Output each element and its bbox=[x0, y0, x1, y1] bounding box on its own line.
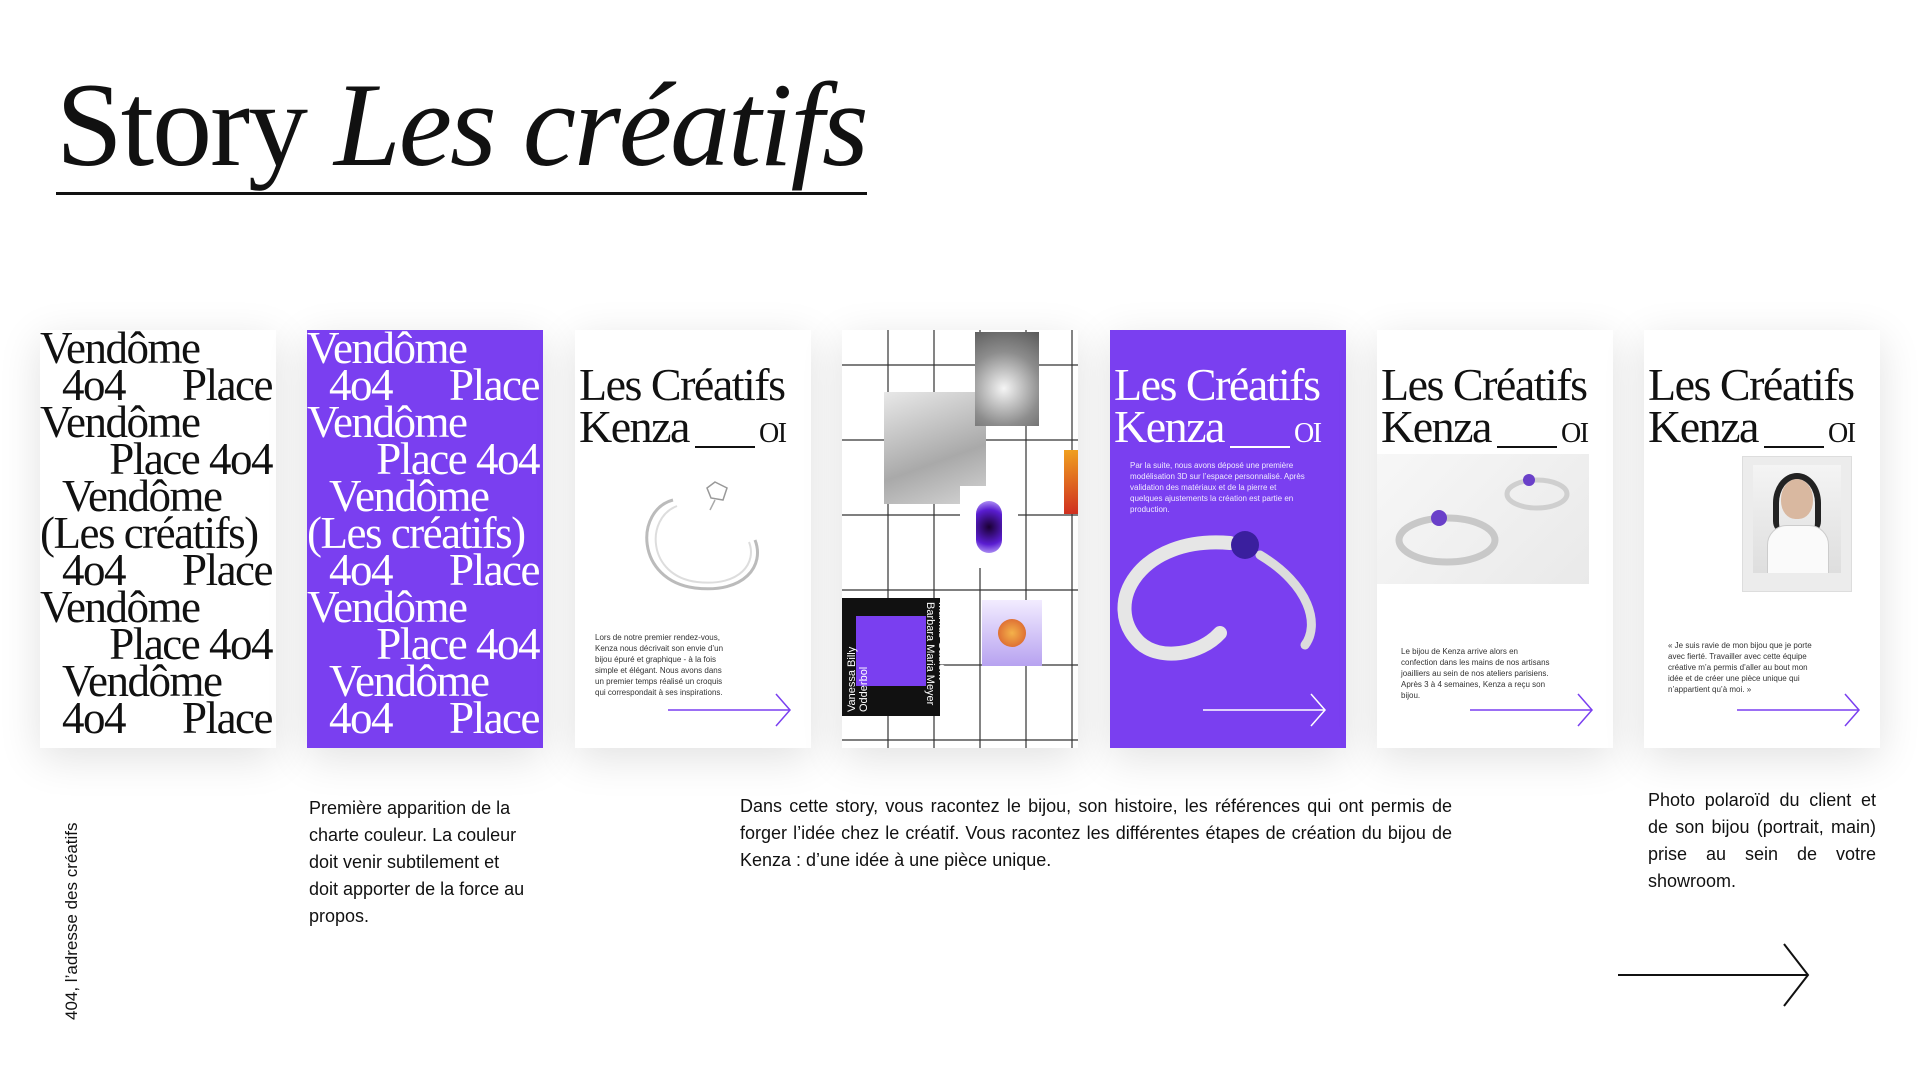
typo-line: Place 4o4 bbox=[376, 434, 539, 484]
caption-polaroid: Photo polaroïd du client et de son bijou (portrait, main) prise au sein de votre showroom. bbox=[1648, 790, 1876, 891]
typo-line: Vendôme bbox=[307, 582, 467, 632]
panel-title: Les Créatifs bbox=[1648, 359, 1854, 410]
panel-description: « Je suis ravie de mon bijou que je porte avec fierté. Travailler avec cette équipe créative m’a permis d’aller au bout mon idée et de créer une pièce unique qui n’appartient qu’à moi. » bbox=[1668, 641, 1812, 694]
typo-line: (Les créatifs) bbox=[307, 508, 525, 558]
typo-line: Vendôme bbox=[62, 471, 222, 521]
arrow-right-icon bbox=[1203, 690, 1328, 730]
story-panel-moodboard bbox=[842, 330, 1078, 748]
purple-blur-icon bbox=[960, 486, 1018, 568]
typo-line: 4o4 Place bbox=[62, 545, 272, 595]
typo-line: Vendôme bbox=[40, 397, 200, 447]
typo-line: Vendôme bbox=[329, 471, 489, 521]
panel-name: Kenza bbox=[1381, 401, 1491, 452]
typo-line: Vendôme bbox=[40, 582, 200, 632]
typo-line: 4o4 Place bbox=[62, 693, 272, 743]
title-les-creatifs: Les créatifs bbox=[334, 58, 867, 191]
foil-sculpture-icon bbox=[975, 332, 1039, 426]
arrow-right-icon bbox=[1737, 690, 1862, 730]
ring-duo-icon bbox=[1377, 454, 1589, 584]
panel-name: Kenza bbox=[1648, 401, 1758, 452]
slide-title bbox=[56, 58, 867, 195]
rings-photo bbox=[1377, 454, 1589, 584]
panel-number: OI bbox=[1560, 418, 1588, 449]
typo-line: 4o4 Place bbox=[62, 360, 272, 410]
panel-number: OI bbox=[1293, 418, 1321, 449]
panel-name: Kenza bbox=[579, 401, 689, 452]
panel-header bbox=[575, 330, 811, 452]
typo-line: 4o4 Place bbox=[329, 693, 539, 743]
typo-line: Vendôme bbox=[329, 656, 489, 706]
typo-line: Place 4o4 bbox=[109, 619, 272, 669]
panel-number: OI bbox=[758, 418, 786, 449]
typo-line: 4o4 Place bbox=[329, 360, 539, 410]
caption-color-chart: Première apparition de la charte couleur. La couleur doit venir subtilement et doit apporter de la force au propos. bbox=[309, 798, 525, 926]
panel-header bbox=[1377, 330, 1613, 452]
title-story: Story bbox=[56, 58, 307, 191]
typo-line: Place 4o4 bbox=[376, 619, 539, 669]
panel-number: OI bbox=[1827, 418, 1855, 449]
panel-title: Les Créatifs bbox=[1114, 359, 1320, 410]
panel-description: Par la suite, nous avons déposé une première modélisation 3D sur l’espace personnalisé. Après validation des matériaux et de la pierre et quelques ajustements la création est partie en production. bbox=[1130, 461, 1305, 514]
typo-line: Vendôme bbox=[40, 330, 200, 373]
red-edge-image bbox=[1064, 450, 1078, 514]
flower-icon bbox=[982, 600, 1042, 666]
ring-sketch-icon bbox=[615, 470, 775, 620]
story-panel-typography-white bbox=[40, 330, 276, 748]
panel-description: Le bijou de Kenza arrive alors en confection dans les mains de nos artisans joailliers au sein de nos ateliers parisiens. Après 3 à 4 semaines, Kenza a reçu son bijou. bbox=[1401, 647, 1550, 700]
panel-name: Kenza bbox=[1114, 401, 1224, 452]
caption-story: Dans cette story, vous racontez le bijou, son histoire, les références qui ont permis de forger l’idée chez le créatif. Vous racontez les différentes étapes de création du bijou de Kenza : d’une idée à une pièce unique. bbox=[740, 796, 1452, 870]
arrow-right-icon bbox=[1470, 690, 1595, 730]
panel-header bbox=[1644, 330, 1880, 452]
typo-line: Vendôme bbox=[62, 656, 222, 706]
typo-line: Vendôme bbox=[307, 397, 467, 447]
panel-title: Les Créatifs bbox=[579, 359, 785, 410]
panel-description: Lors de notre premier rendez-vous, Kenza nous décrivait son envie d’un bijou épuré et graphique - à la fois simple et élégant. Nous avons dans un premier temps réalisé un croquis qui correspondait à ses inspirations. bbox=[595, 633, 724, 697]
ring-3d-icon bbox=[1110, 515, 1330, 665]
typo-line: Vendôme bbox=[307, 330, 467, 373]
panel-header bbox=[1110, 330, 1346, 452]
story-panel-rings bbox=[1377, 330, 1613, 748]
typo-line: Place 4o4 bbox=[109, 434, 272, 484]
story-panel-3d-model bbox=[1110, 330, 1346, 748]
typo-line: (Les créatifs) bbox=[40, 508, 258, 558]
story-panel-polaroid bbox=[1644, 330, 1880, 748]
poster-image: Vanessa Billy Odderbol Markus Gadient Barbara Maria Meyer bbox=[842, 598, 940, 716]
next-arrow-icon[interactable] bbox=[1616, 942, 1812, 1008]
panel-title: Les Créatifs bbox=[1381, 359, 1587, 410]
story-panel-typography-purple bbox=[307, 330, 543, 748]
polaroid-photo bbox=[1742, 456, 1852, 592]
typo-line: 4o4 Place bbox=[329, 545, 539, 595]
arrow-right-icon bbox=[668, 690, 793, 730]
side-label: 404, l’adresse des créatifs bbox=[62, 822, 81, 1020]
story-panel-sketch bbox=[575, 330, 811, 748]
